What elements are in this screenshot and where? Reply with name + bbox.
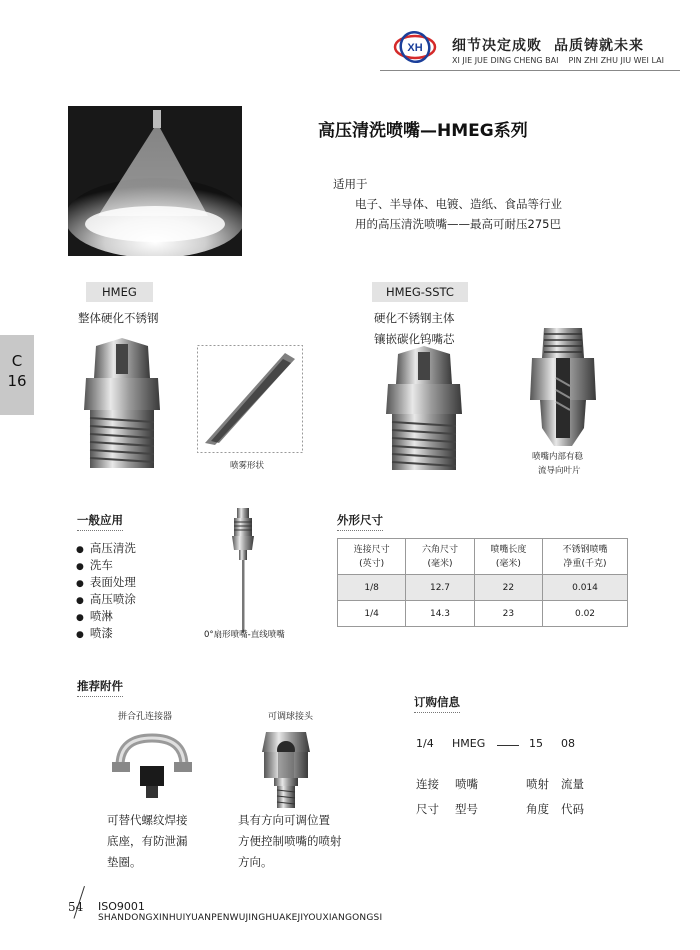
clamp-desc-line-3: 垫圈。 — [107, 855, 142, 869]
header-pinyin — [452, 56, 664, 65]
page-number: 54 — [68, 900, 84, 914]
clamp-connector-image — [110, 732, 194, 802]
cutaway-caption-line-1: 喷嘴内部有稳 — [532, 452, 584, 462]
ball-joint-image — [256, 730, 316, 810]
pinyin-right: PIN ZHI ZHU JIU WEI LAI — [568, 56, 664, 65]
slogan-right: 品质铸就未来 — [554, 38, 644, 54]
header-hex-size: 六角尺寸 (毫米) — [406, 539, 474, 575]
table-cell: 14.3 — [406, 601, 474, 627]
lance-caption: 0°扇形喷嘴-直线喷嘴 — [204, 630, 285, 640]
clamp-label: 拼合孔连接器 — [118, 712, 173, 722]
clamp-desc-line-1: 可替代螺纹焊接 — [107, 813, 188, 827]
footer-iso: ISO9001 — [98, 900, 145, 913]
ball-desc-line-3: 方向。 — [238, 855, 273, 869]
order-label-flow-1: 流量 — [561, 777, 584, 791]
ball-desc-line-2: 方便控制喷嘴的喷射 — [238, 834, 342, 848]
order-label-flow-2: 代码 — [561, 802, 584, 816]
spray-pattern-image — [197, 345, 303, 453]
header-nozzle-length: 喷嘴长度 (毫米) — [474, 539, 542, 575]
order-dash — [497, 745, 519, 746]
table-cell: 12.7 — [406, 575, 474, 601]
suitable-line-2: 用的高压清洗喷嘴——最高可耐压275巴 — [355, 217, 561, 231]
list-item: ● 表面处理 — [76, 574, 136, 591]
hmeg-tag: HMEG — [86, 282, 153, 302]
ball-desc-line-1: 具有方向可调位置 — [238, 813, 330, 827]
order-code-size: 1/4 — [416, 737, 434, 750]
order-code-angle: 15 — [529, 737, 543, 750]
order-code-flow: 08 — [561, 737, 575, 750]
order-code-model: HMEG — [452, 737, 486, 750]
applications-heading: 一般应用 — [77, 512, 123, 531]
order-label-model-1: 喷嘴 — [455, 777, 478, 791]
page-title: 高压清洗喷嘴—HMEG系列 — [318, 121, 528, 141]
list-item: ● 喷漆 — [76, 625, 136, 642]
order-label-angle-1: 喷射 — [526, 777, 549, 791]
company-logo — [393, 30, 437, 64]
pinyin-left: XI JIE JUE DING CHENG BAI — [452, 56, 559, 65]
table-cell: 0.02 — [543, 601, 628, 627]
suitable-label: 适用于 — [333, 177, 368, 191]
header-net-weight: 不锈钢喷嘴 净重(千克) — [543, 539, 628, 575]
list-item: ● 洗车 — [76, 557, 136, 574]
list-item: ● 高压喷涂 — [76, 591, 136, 608]
cutaway-nozzle-image — [526, 328, 600, 448]
applications-list — [76, 540, 136, 642]
order-label-size-1: 连接 — [416, 777, 439, 791]
header-divider — [380, 70, 680, 71]
hmeg-description: 整体硬化不锈钢 — [78, 311, 159, 325]
footer-company: SHANDONGXINHUIYUANPENWUJINGHUAKEJIYOUXIANGONGSI — [98, 913, 383, 923]
cutaway-caption — [532, 450, 583, 478]
order-label-size-2: 尺寸 — [416, 802, 439, 816]
lance-nozzle-image — [226, 508, 260, 632]
sstc-tag: HMEG-SSTC — [372, 282, 468, 302]
dimensions-heading: 外形尺寸 — [337, 512, 383, 531]
table-cell: 23 — [474, 601, 542, 627]
order-label-angle-2: 角度 — [526, 802, 549, 816]
clamp-description — [107, 810, 188, 873]
table-header-row — [338, 539, 628, 575]
spray-photo — [68, 106, 242, 256]
ball-joint-label: 可调球接头 — [268, 712, 314, 722]
header-connection-size: 连接尺寸 (英寸) — [338, 539, 406, 575]
table-row — [338, 575, 628, 601]
side-tab-number: 16 — [7, 372, 27, 390]
sstc-description-1: 硬化不锈钢主体 — [374, 311, 455, 325]
sstc-nozzle-image — [378, 346, 470, 470]
list-item: ● 喷淋 — [76, 608, 136, 625]
list-item: ● 高压清洗 — [76, 540, 136, 557]
cutaway-caption-line-2: 流导向叶片 — [538, 466, 581, 476]
side-tab-letter: C — [11, 352, 23, 370]
table-cell: 1/4 — [338, 601, 406, 627]
table-row — [338, 601, 628, 627]
table-cell: 22 — [474, 575, 542, 601]
table-cell: 1/8 — [338, 575, 406, 601]
hmeg-nozzle-image — [76, 338, 168, 468]
spray-shape-caption: 喷雾形状 — [230, 461, 265, 471]
section-side-tab — [0, 335, 34, 415]
ordering-heading: 订购信息 — [414, 694, 460, 713]
table-cell: 0.014 — [543, 575, 628, 601]
dimensions-table — [337, 538, 628, 627]
clamp-desc-line-2: 底座，有防泄漏 — [107, 834, 188, 848]
slogan-left: 细节决定成败 — [452, 38, 542, 54]
suitable-line-1: 电子、半导体、电镀、造纸、食品等行业 — [355, 197, 562, 211]
order-label-model-2: 型号 — [455, 802, 478, 816]
header-slogan — [452, 35, 644, 55]
accessories-heading: 推荐附件 — [77, 678, 123, 697]
ball-joint-description — [238, 810, 342, 873]
sstc-description-2: 镶嵌碳化钨嘴芯 — [374, 332, 455, 346]
logo-lettering: XH — [407, 42, 423, 54]
